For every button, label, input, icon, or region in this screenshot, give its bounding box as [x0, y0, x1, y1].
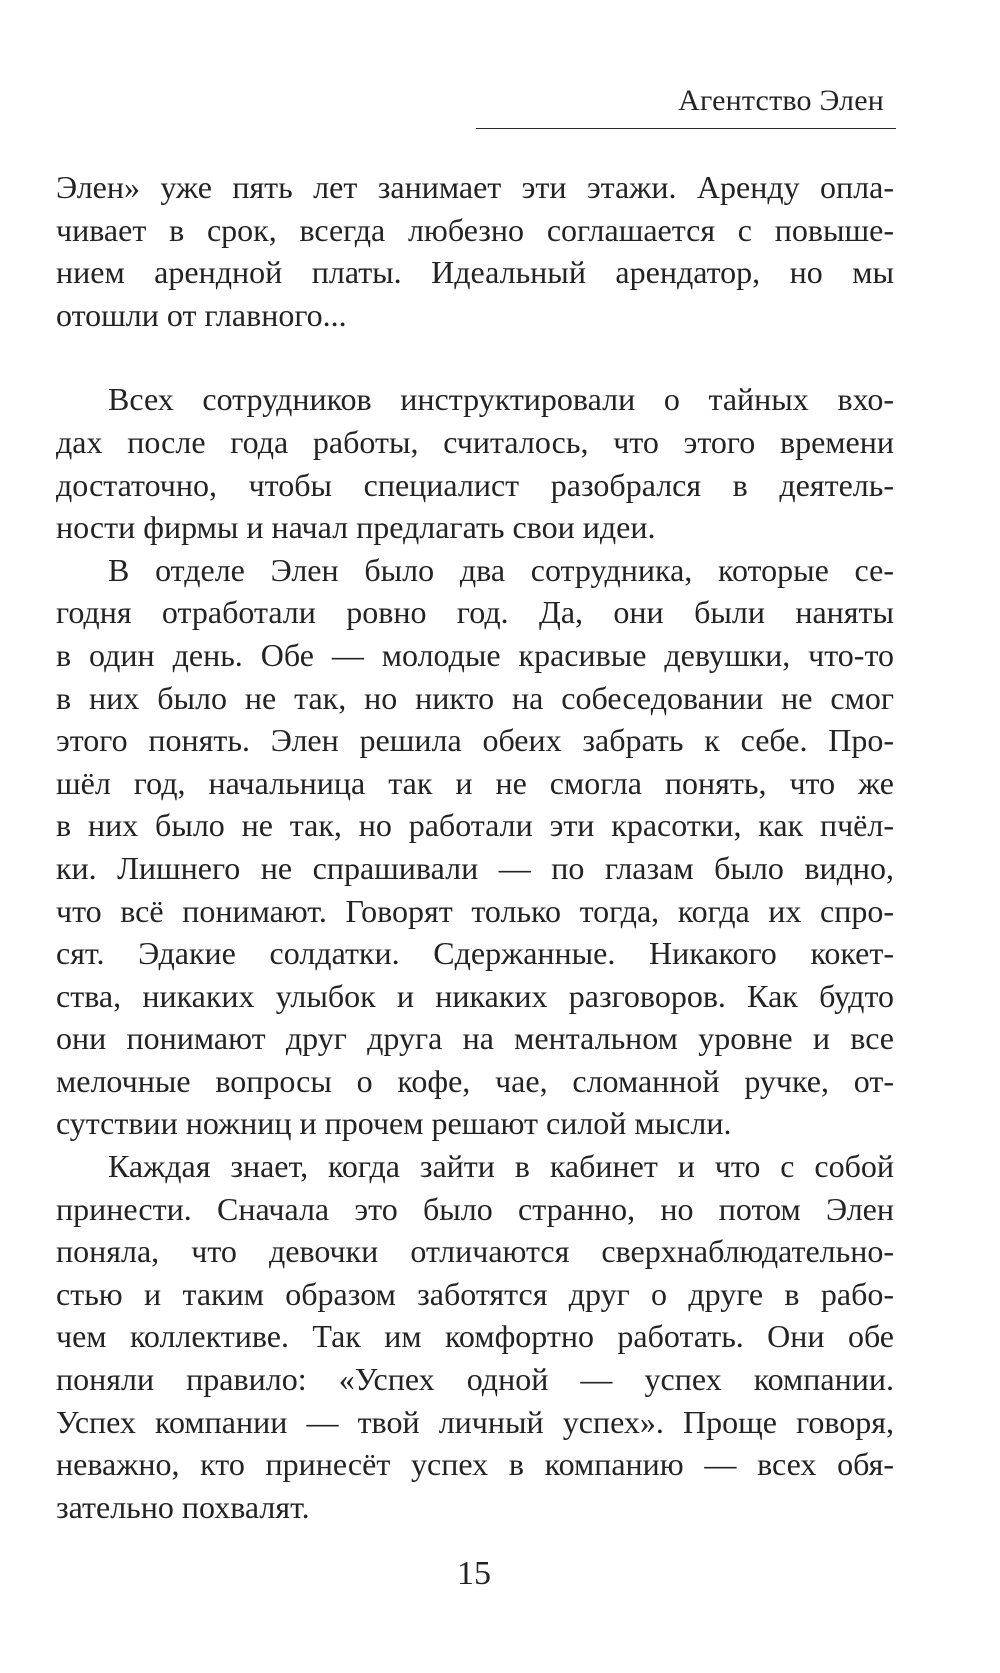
running-header-title: Агентство Элен — [678, 84, 884, 117]
body-text — [56, 166, 894, 1528]
text-line: ности фирмы и начал предлагать свои идеи. — [56, 509, 656, 546]
section-break — [56, 336, 894, 378]
paragraph-2 — [56, 378, 894, 548]
text-line: поняли правило: «Успех одной — успех компании. — [56, 1361, 894, 1398]
text-line: чем коллективе. Так им комфортно работать. Они обе — [56, 1318, 894, 1355]
text-line: нием арендной платы. Идеальный арендатор, но мы — [56, 254, 894, 291]
text-line: в них было не так, но никто на собеседовании не смог — [56, 679, 894, 716]
paragraph-3 — [56, 549, 894, 1145]
page-number: 15 — [457, 1555, 491, 1592]
text-line: в один день. Обе — молодые красивые девушки, что-то — [56, 636, 894, 673]
text-line: отошли от главного... — [56, 296, 347, 333]
text-line: шёл год, начальница так и не смогла понять, что же — [56, 764, 894, 801]
text-line: сутствии ножниц и прочем решают силой мысли. — [56, 1105, 732, 1142]
text-line: в них было не так, но работали эти красотки, как пчёл- — [56, 807, 894, 844]
text-line: Всех сотрудников инструктировали о тайных вхо- — [108, 381, 894, 418]
paragraph-1 — [56, 166, 894, 336]
text-line: дах после года работы, считалось, что этого времени — [56, 423, 894, 460]
text-line: зательно похвалят. — [56, 1488, 310, 1525]
text-line: стью и таким образом заботятся друг о друге в рабо- — [56, 1275, 894, 1312]
text-line: Каждая знает, когда зайти в кабинет и что с собой — [108, 1148, 894, 1185]
text-line: ства, никаких улыбок и никаких разговоров. Как будто — [56, 977, 894, 1014]
text-line: чивает в срок, всегда любезно соглашается с повыше- — [56, 211, 894, 248]
text-line: мелочные вопросы о кофе, чае, сломанной ручке, от- — [56, 1062, 894, 1099]
text-line: Успех компании — твой личный успех». Проще говоря, — [56, 1403, 894, 1440]
text-line: Элен» уже пять лет занимает эти этажи. Аренду опла- — [56, 169, 894, 205]
text-line: ки. Лишнего не спрашивали — по глазам было видно, — [56, 849, 894, 886]
text-line: неважно, кто принесёт успех в компанию — всех обя- — [56, 1446, 894, 1483]
text-line: они понимают друг друга на ментальном уровне и все — [56, 1020, 894, 1057]
text-line: сят. Эдакие солдатки. Сдержанные. Никакого кокет- — [56, 935, 894, 972]
text-line: В отделе Элен было два сотрудника, которые се- — [108, 551, 894, 588]
text-line: этого понять. Элен решила обеих забрать к себе. Про- — [56, 722, 894, 759]
text-line: что всё понимают. Говорят только тогда, когда их спро- — [56, 892, 894, 929]
text-line: годня отработали ровно год. Да, они были наняты — [56, 594, 894, 631]
text-line: принести. Сначала это было странно, но потом Элен — [56, 1190, 894, 1227]
running-header — [476, 78, 896, 129]
text-line: поняла, что девочки отличаются сверхнаблюдательно- — [56, 1233, 894, 1270]
text-line: достаточно, чтобы специалист разобрался в деятель- — [56, 466, 894, 503]
paragraph-4 — [56, 1145, 894, 1528]
